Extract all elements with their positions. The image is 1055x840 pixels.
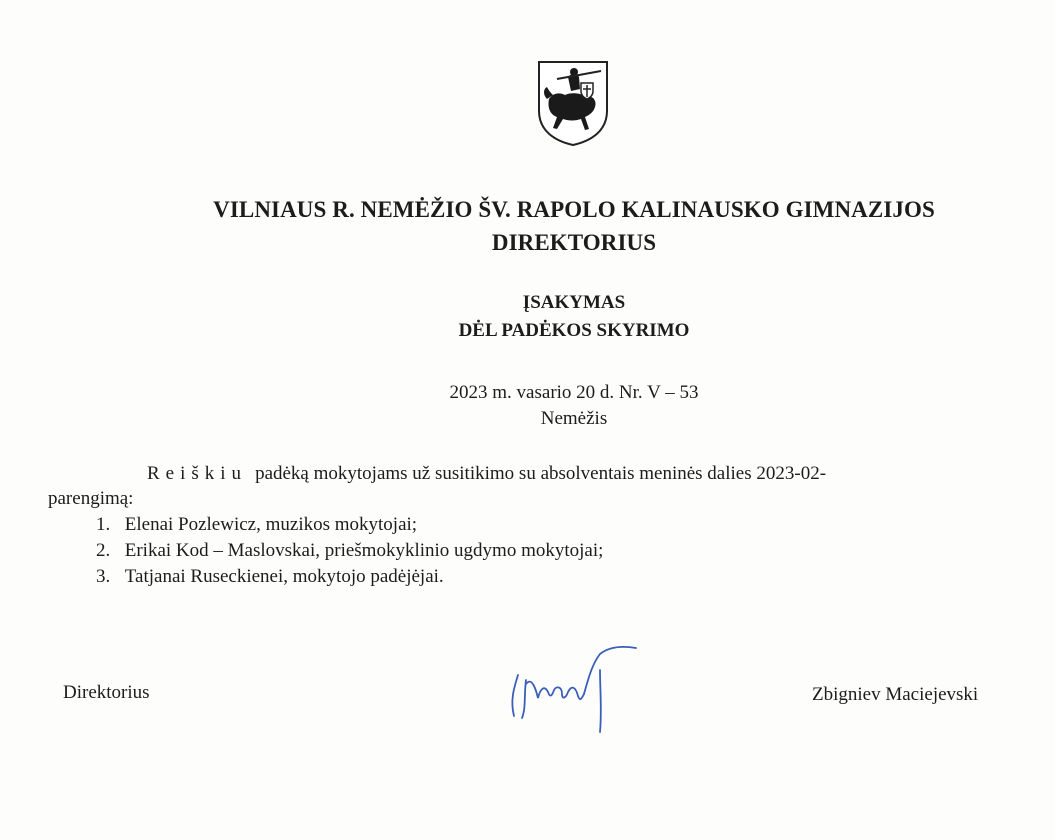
signatory-role: Direktorius (63, 682, 150, 703)
list-item-number: 1. (96, 514, 111, 535)
list-item-number: 2. (96, 540, 111, 561)
paragraph-line-2: parengimą: (48, 488, 134, 509)
list-item-text: Elenai Pozlewicz, muzikos mokytojai; (124, 514, 418, 535)
list-item-text: Tatjanai Ruseckienei, mokytojo padėjėjai. (124, 566, 444, 587)
organization-name: VILNIAUS R. NEMĖŽIO ŠV. RAPOLO KALINAUSKO GIMNAZIJOS (213, 197, 935, 222)
signatory-name: Zbigniev Maciejevski (812, 684, 979, 705)
lead-word: Reiškiu (147, 463, 248, 484)
document-date-number: 2023 m. vasario 20 d. Nr. V – 53 (449, 382, 699, 403)
recipient-list (96, 512, 603, 590)
list-item-number: 3. (96, 566, 111, 587)
paragraph-line-1: padėką mokytojams už susitikimo su absolventais meninės dalies 2023-02- (255, 463, 827, 484)
coat-of-arms-icon (535, 59, 611, 147)
document-subject: DĖL PADĖKOS SKYRIMO (458, 320, 690, 341)
document-heading (0, 289, 1055, 345)
list-item (96, 512, 603, 538)
list-item (96, 564, 603, 590)
body-paragraph (48, 461, 1055, 511)
document-meta (0, 380, 1055, 432)
handwritten-signature (496, 640, 646, 740)
organization-role: DIREKTORIUS (491, 230, 657, 255)
document-place: Nemėžis (540, 408, 608, 429)
document-type: ĮSAKYMAS (522, 292, 626, 313)
organization-title (0, 193, 1055, 259)
list-item (96, 538, 603, 564)
list-item-text: Erikai Kod – Maslovskai, priešmokyklinio ugdymo mokytojai; (124, 540, 604, 561)
